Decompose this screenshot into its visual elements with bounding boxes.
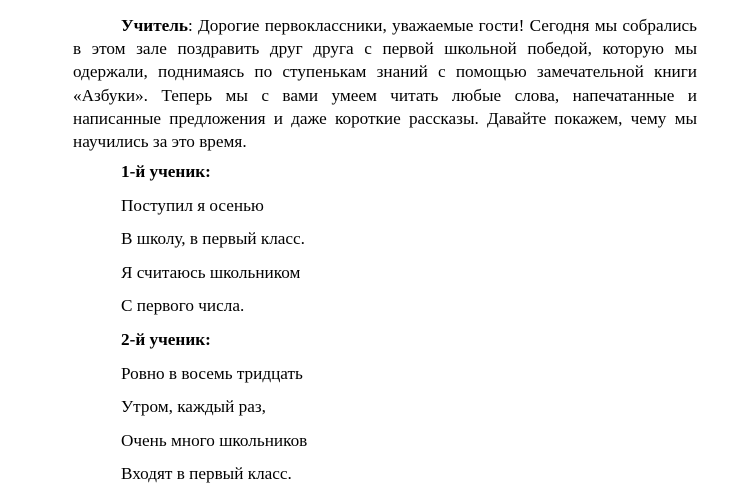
teacher-speech: : Дорогие первоклассники, уважаемые гости! Сегодня мы собрались в этом зале поздравить друг друга с первой школьной победой, которую мы одержали, поднимаясь по ступенькам знаний с помощью замечательной книги «Азбуки». Теперь мы с вами умеем читать любые слова, напечатанные и написанные предложения и даже короткие рассказы. Давайте покажем, чему мы научились за это время. <box>73 16 697 152</box>
poem-line: В школу, в первый класс. <box>121 229 305 249</box>
teacher-paragraph <box>73 14 697 153</box>
speaker-label: Учитель <box>121 16 189 35</box>
poem-line: Утром, каждый раз, <box>121 397 266 417</box>
poem-line: С первого числа. <box>121 296 245 316</box>
poem-line: Поступил я осенью <box>121 195 264 215</box>
student-1-heading: 1-й ученик: <box>121 162 211 181</box>
poem-line: Входят в первый класс. <box>121 464 292 484</box>
student-2-heading: 2-й ученик: <box>121 329 211 349</box>
poem-line: Ровно в восемь тридцать <box>121 363 303 383</box>
poem-line: Очень много школьников <box>121 430 308 450</box>
poem-section <box>121 155 701 491</box>
poem-line: Я считаюсь школьником <box>121 262 301 282</box>
